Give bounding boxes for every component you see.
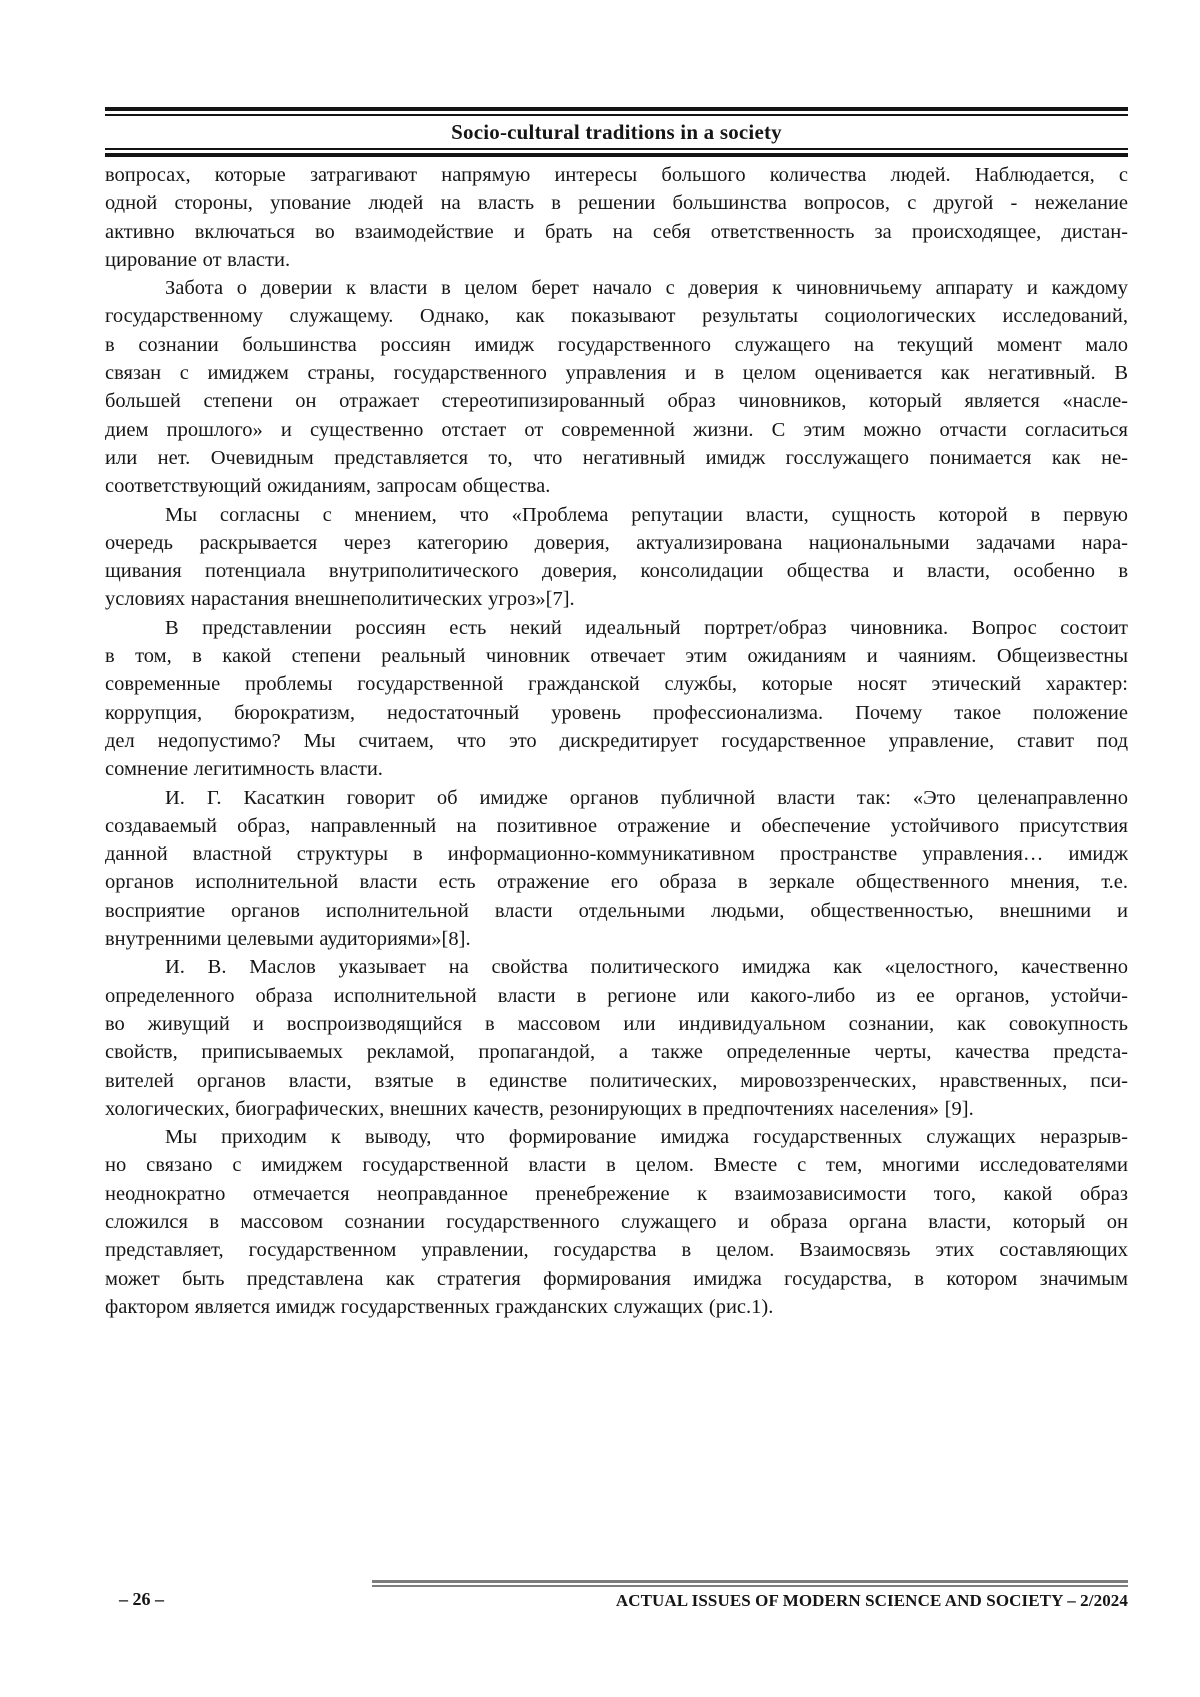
text-line: связан с имиджем страны, государственного управления и в целом оценивается как негативный. В [105, 362, 1128, 385]
text-line: неоднократно отмечается неоправданное пренебрежение к взаимозависимости того, какой образ [105, 1182, 1128, 1205]
text-line: сомнение легитимность власти. [105, 758, 383, 781]
text-line: органов исполнительной власти есть отражение его образа в зеркале общественного мнения, т.е. [105, 871, 1128, 894]
text-line: свойств, приписываемых рекламой, пропагандой, а также определенные черты, качества предста- [105, 1041, 1128, 1064]
text-line: представляет, государственном управлении, государства в целом. Взаимосвязь этих составляющих [105, 1239, 1128, 1262]
text-line: соответствующий ожиданиям, запросам общества. [105, 475, 551, 498]
page-content [105, 107, 1128, 1321]
paragraph [105, 161, 1128, 274]
rule-thick-line [105, 153, 1128, 157]
text-line: в сознании большинства россиян имидж государственного служащего на текущий момент мало [105, 333, 1128, 356]
journal-title-line: ACTUAL ISSUES OF MODERN SCIENCE AND SOCIETY – 2/2024 [615, 1591, 1128, 1610]
journal-footer-block [372, 1580, 1128, 1611]
article [105, 161, 1128, 1321]
text-line: Забота о доверии к власти в целом берет начало с доверия к чиновничьему аппарату и каждому [165, 277, 1128, 300]
text-line: очередь раскрывается через категорию доверия, актуализирована национальными задачами нара- [105, 531, 1128, 554]
paragraph [105, 953, 1128, 1123]
text-line: может быть представлена как стратегия формирования имиджа государства, в котором значимым [105, 1267, 1128, 1290]
page-number: – 26 – [119, 1589, 164, 1609]
text-line: определенного образа исполнительной власти в регионе или какого-либо из ее органов, устойчи- [105, 984, 1128, 1007]
text-line: фактором является имидж государственных гражданских служащих (рис.1). [105, 1295, 774, 1318]
text-line: государственному служащему. Однако, как показывают результаты социологических исследований, [105, 305, 1128, 328]
paragraph [105, 501, 1128, 614]
text-line: создаваемый образ, направленный на позитивное отражение и обеспечение устойчивого присутствия [105, 814, 1128, 837]
rule-thin-line [105, 114, 1128, 116]
text-line: или нет. Очевидным представляется то, что негативный имидж госслужащего понимается как не- [105, 446, 1128, 469]
text-line: одной стороны, упование людей на власть в решении большинства вопросов, с другой - нежелание [105, 192, 1128, 215]
header-top-rule [105, 107, 1128, 116]
text-line: вителей органов власти, взятые в единстве политических, мировоззренческих, нравственных, пси- [105, 1069, 1128, 1092]
text-line: дел недопустимо? Мы считаем, что это дискредитирует государственное управление, ставит под [105, 729, 1128, 752]
text-line: И. Г. Касаткин говорит об имидже органов публичной власти так: «Это целенаправленно [165, 786, 1128, 809]
text-line: современные проблемы государственной гражданской службы, которые носят этический характер: [105, 673, 1128, 696]
running-head-title: Socio-cultural traditions in a society [451, 120, 782, 144]
text-line: активно включаться во взаимодействие и брать на себя ответственность за происходящее, дистан- [105, 220, 1128, 243]
text-line: хологических, биографических, внешних качеств, резонирующих в предпочтениях населения» [9]. [105, 1097, 974, 1120]
page-header [105, 107, 1128, 157]
text-line: в том, в какой степени реальный чиновник отвечает этим ожиданиям и чаяниям. Общеизвестны [105, 645, 1128, 668]
text-line: но связано с имиджем государственной власти в целом. Вместе с тем, многими исследователями [105, 1154, 1128, 1177]
text-line: сложился в массовом сознании государственного служащего и образа органа власти, который он [105, 1210, 1128, 1233]
text-line: восприятие органов исполнительной власти отдельными людьми, общественностью, внешними и [105, 899, 1128, 922]
text-line: во живущий и воспроизводящийся в массовом или индивидуальном сознании, как совокупность [105, 1012, 1128, 1035]
text-line: большей степени он отражает стереотипизированный образ чиновников, который является «насле- [105, 390, 1128, 413]
paragraph [105, 614, 1128, 784]
text-line: В представлении россиян есть некий идеальный портрет/образ чиновника. Вопрос состоит [165, 616, 1128, 639]
text-line: внутренними целевыми аудиториями»[8]. [105, 928, 471, 951]
text-line: данной властной структуры в информационно-коммуникативном пространстве управления… имидж [105, 843, 1128, 866]
rule-gray-line [372, 1585, 1128, 1588]
text-line: Мы согласны с мнением, что «Проблема репутации власти, сущность которой в первую [165, 503, 1128, 526]
text-line: условиях нарастания внешнеполитических угроз»[7]. [105, 588, 575, 611]
paragraph [105, 1123, 1128, 1321]
footer-rule [372, 1580, 1128, 1587]
paragraph [105, 274, 1128, 500]
text-line: Мы приходим к выводу, что формирование имиджа государственных служащих неразрыв- [165, 1126, 1128, 1149]
page-footer [105, 1580, 1128, 1611]
header-bottom-rule [105, 148, 1128, 157]
text-line: коррупция, бюрократизм, недостаточный уровень профессионализма. Почему такое положение [105, 701, 1128, 724]
text-line: И. В. Маслов указывает на свойства политического имиджа как «целостного, качественно [165, 956, 1128, 979]
text-line: вопросах, которые затрагивают напрямую интересы большого количества людей. Наблюдается, с [105, 164, 1128, 186]
paragraph [105, 784, 1128, 954]
text-line: щивания потенциала внутриполитического доверия, консолидации общества и власти, особенно в [105, 560, 1128, 583]
text-line: цирование от власти. [105, 248, 291, 271]
text-line: дием прошлого» и существенно отстает от современной жизни. С этим можно отчасти согласиться [105, 418, 1128, 441]
